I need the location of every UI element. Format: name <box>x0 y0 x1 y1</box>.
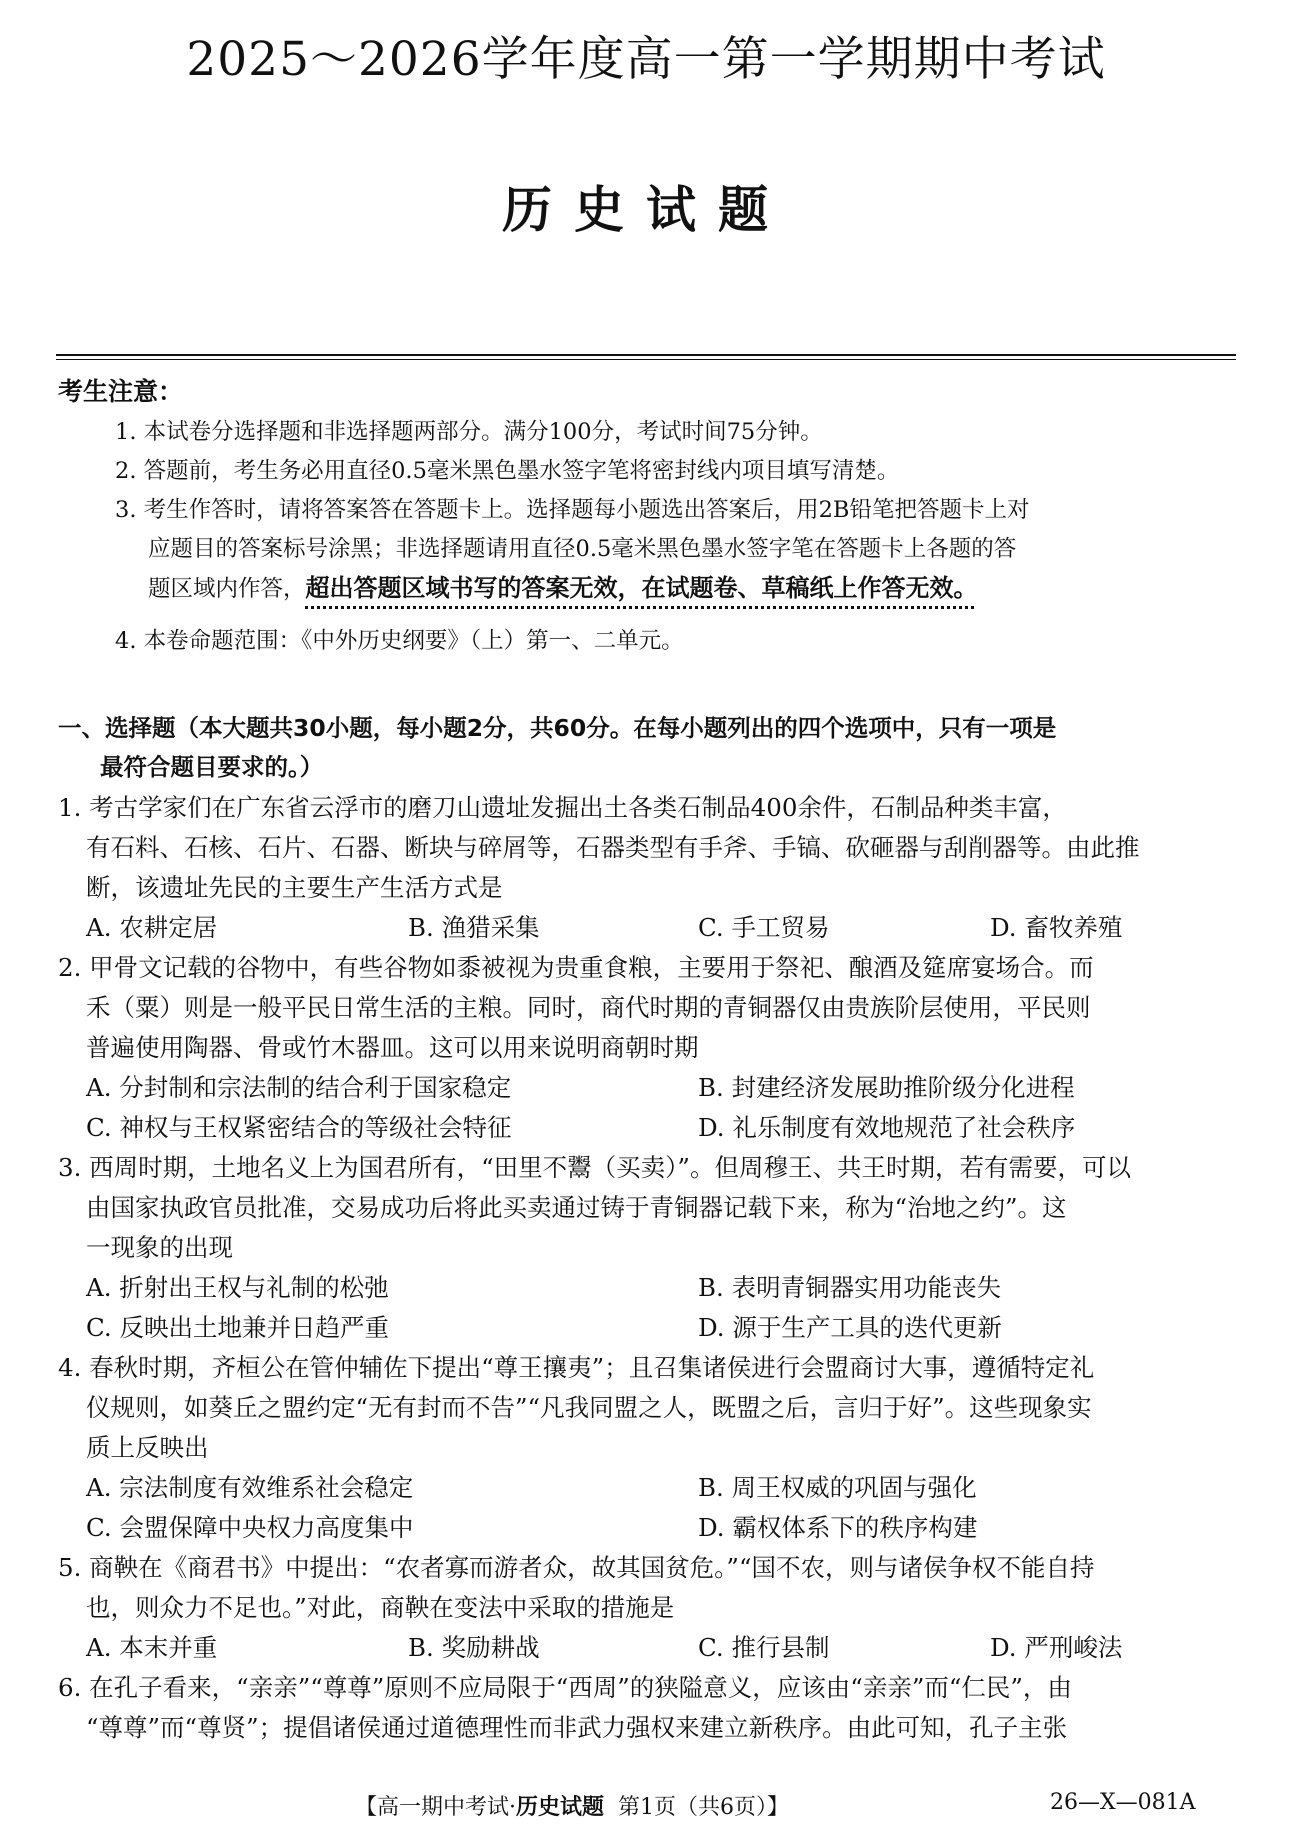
question-1-line-3: 断，该遗址先民的主要生产生活方式是 <box>86 873 503 902</box>
question-4-option-a: A. 宗法制度有效维系社会稳定 <box>86 1473 414 1502</box>
question-3-option-d: D. 源于生产工具的迭代更新 <box>698 1313 1002 1342</box>
divider-thin <box>56 359 1236 360</box>
question-4-line-1: 4. 春秋时期，齐桓公在管仲辅佐下提出“尊王攘夷”；且召集诸侯进行会盟商讨大事，遵循特定礼 <box>58 1353 1095 1382</box>
question-3-line-1: 3. 西周时期，土地名义上为国君所有，“田里不鬻（买卖）”。但周穆王、共王时期，若有需要，可以 <box>58 1153 1131 1182</box>
question-6-line-1: 6. 在孔子看来，“亲亲”“尊尊”原则不应局限于“西周”的狭隘意义，应该由“亲亲”而“仁民”，由 <box>58 1673 1072 1702</box>
notice-emphasis: 超出答题区域书写的答案无效，在试题卷、草稿纸上作答无效。 <box>305 574 978 602</box>
notice-item-3: 3. 考生作答时，请将答案答在答题卡上。选择题每小题选出答案后，用2B铅笔把答题卡上对 <box>115 497 1030 523</box>
question-3-line-3: 一现象的出现 <box>86 1233 233 1262</box>
question-2-option-a: A. 分封制和宗法制的结合利于国家稳定 <box>86 1073 512 1102</box>
question-2-line-2: 禾（粟）则是一般平民日常生活的主粮。同时，商代时期的青铜器仅由贵族阶层使用，平民则 <box>86 993 1091 1022</box>
question-5-line-2: 也，则众力不足也。”对此，商鞅在变法中采取的措施是 <box>86 1593 675 1622</box>
question-1-option-d: D. 畜牧养殖 <box>990 913 1123 942</box>
divider-thick <box>56 354 1236 356</box>
question-5-line-1: 5. 商鞅在《商君书》中提出：“农者寡而游者众，故其国贫危。”“国不农，则与诸侯争权不能自持 <box>58 1553 1095 1582</box>
question-4-option-b: B. 周王权威的巩固与强化 <box>698 1473 977 1502</box>
question-4-line-2: 仪规则，如葵丘之盟约定“无有封而不告”“凡我同盟之人，既盟之后，言归于好”。这些现象实 <box>86 1393 1092 1422</box>
question-3-line-2: 由国家执政官员批准，交易成功后将此买卖通过铸于青铜器记载下来，称为“治地之约”。这 <box>86 1193 1067 1222</box>
footer-code: 26—X—081A <box>1050 1790 1196 1815</box>
question-2-option-c: C. 神权与王权紧密结合的等级社会特征 <box>86 1113 512 1142</box>
footer-subject: 历史试题 <box>516 1795 605 1820</box>
section-heading: 一、选择题（本大题共30小题，每小题2分，共60分。在每小题列出的四个选项中，只有一项是 <box>58 714 1057 742</box>
notice-item-3-tail: 题区域内作答， <box>148 576 306 602</box>
question-5-option-d: D. 严刑峻法 <box>990 1633 1123 1662</box>
question-3-option-b: B. 表明青铜器实用功能丧失 <box>698 1273 1002 1302</box>
notice-item-3-cont: 应题目的答案标号涂黑；非选择题请用直径0.5毫米黑色墨水签字笔在答题卡上各题的答 <box>148 536 1017 562</box>
notice-item-3-end <box>148 569 978 608</box>
question-5-option-a: A. 本末并重 <box>86 1633 218 1662</box>
question-4-line-3: 质上反映出 <box>86 1433 209 1462</box>
exam-subject: 历史试题 <box>502 181 790 239</box>
question-5-option-b: B. 奖励耕战 <box>408 1633 540 1662</box>
notice-heading: 考生注意： <box>58 377 184 406</box>
question-4-option-d: D. 霸权体系下的秩序构建 <box>698 1513 978 1542</box>
question-1-line-2: 有石料、石核、石片、石器、断块与碎屑等，石器类型有手斧、手镐、砍砸器与刮削器等。由此推 <box>86 833 1140 862</box>
exam-title: 2025～2026学年度高一第一学期期中考试 <box>186 32 1106 87</box>
question-6-line-2: “尊尊”而“尊贤”；提倡诸侯通过道德理性而非武力强权来建立新秩序。由此可知，孔子主张 <box>86 1713 1068 1742</box>
question-2-option-b: B. 封建经济发展助推阶级分化进程 <box>698 1073 1075 1102</box>
page-footer <box>355 1790 789 1821</box>
footer-exam: 【高一期中考试· <box>355 1795 516 1820</box>
notice-item-4: 4. 本卷命题范围：《中外历史纲要》（上）第一、二单元。 <box>115 628 684 654</box>
question-5-option-c: C. 推行县制 <box>698 1633 830 1662</box>
question-3-option-c: C. 反映出土地兼并日趋严重 <box>86 1313 389 1342</box>
question-1-line-1: 1. 考古学家们在广东省云浮市的磨刀山遗址发掘出土各类石制品400余件，石制品种类丰富， <box>58 793 1067 822</box>
notice-item-2: 2. 答题前，考生务必用直径0.5毫米黑色墨水签字笔将密封线内项目填写清楚。 <box>115 458 900 484</box>
question-3-option-a: A. 折射出王权与礼制的松弛 <box>86 1273 389 1302</box>
question-1-option-c: C. 手工贸易 <box>698 913 830 942</box>
footer-page-number: 第1页（共6页）】 <box>618 1795 790 1820</box>
section-heading-cont: 最符合题目要求的。） <box>100 753 324 781</box>
question-2-line-3: 普遍使用陶器、骨或竹木器皿。这可以用来说明商朝时期 <box>86 1033 699 1062</box>
question-1-option-a: A. 农耕定居 <box>86 913 218 942</box>
question-4-option-c: C. 会盟保障中央权力高度集中 <box>86 1513 414 1542</box>
question-2-line-1: 2. 甲骨文记载的谷物中，有些谷物如黍被视为贵重食粮，主要用于祭祀、酿酒及筵席宴场合。而 <box>58 953 1094 982</box>
question-1-option-b: B. 渔猎采集 <box>408 913 540 942</box>
question-2-option-d: D. 礼乐制度有效地规范了社会秩序 <box>698 1113 1076 1142</box>
notice-item-1: 1. 本试卷分选择题和非选择题两部分。满分100分，考试时间75分钟。 <box>115 419 823 445</box>
